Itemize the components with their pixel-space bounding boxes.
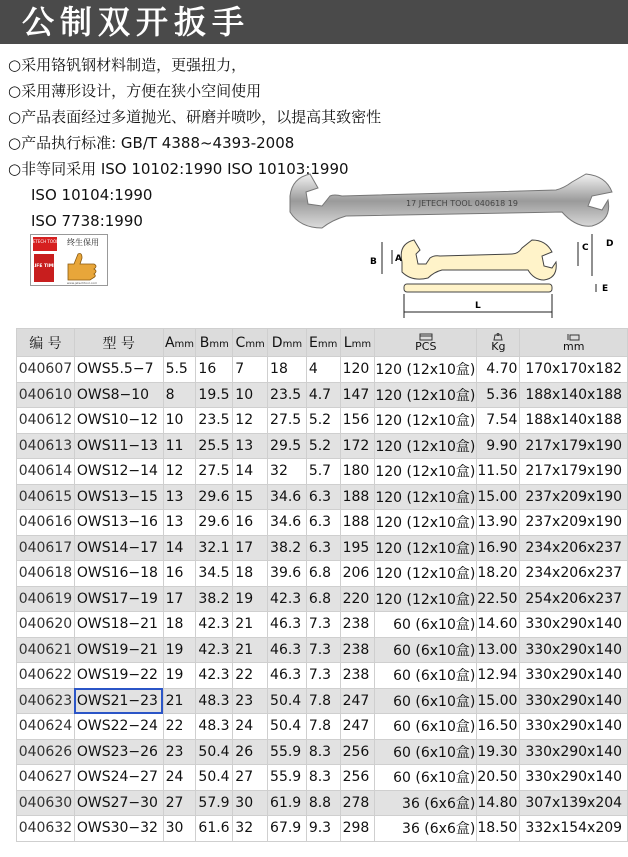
cell-id: 040621 <box>17 637 75 663</box>
cell-size: 332x154x209 <box>520 816 628 842</box>
cell-pcs: 120 (12x10盒) <box>375 510 477 536</box>
dim-label-e: E <box>602 284 609 294</box>
cell-d: 29.5 <box>268 433 307 459</box>
cell-model: OWS13−15 <box>74 484 163 510</box>
cell-d: 55.9 <box>268 739 307 765</box>
cell-b: 50.4 <box>196 765 233 791</box>
cell-b: 38.2 <box>196 586 233 612</box>
cell-model: OWS8−10 <box>74 382 163 408</box>
cell-a: 19 <box>163 637 196 663</box>
header-e: Emm <box>306 329 340 357</box>
cell-a: 21 <box>163 688 196 714</box>
logo-caption: 终生保用 <box>67 238 99 247</box>
cell-d: 34.6 <box>268 484 307 510</box>
dimension-drawing <box>362 228 620 324</box>
cell-size: 330x290x140 <box>520 612 628 638</box>
dim-label-d: D <box>606 239 614 249</box>
header-kg: Kg <box>477 329 520 357</box>
cell-kg: 4.70 <box>477 357 520 383</box>
cell-id: 040624 <box>17 714 75 740</box>
cell-kg: 9.90 <box>477 433 520 459</box>
cell-c: 27 <box>233 765 268 791</box>
wrench-engraving: 17 JETECH TOOL 040618 19 <box>406 199 518 208</box>
cell-size: 217x179x190 <box>520 459 628 485</box>
title-bar <box>0 0 628 44</box>
cell-id: 040618 <box>17 561 75 587</box>
cell-id: 040620 <box>17 612 75 638</box>
cell-b: 42.3 <box>196 663 233 689</box>
cell-id: 040630 <box>17 790 75 816</box>
cell-c: 7 <box>233 357 268 383</box>
cell-a: 30 <box>163 816 196 842</box>
cell-kg: 15.00 <box>477 484 520 510</box>
cell-d: 46.3 <box>268 612 307 638</box>
cell-b: 50.4 <box>196 739 233 765</box>
cell-pcs: 36 (6x6盒) <box>375 790 477 816</box>
cell-e: 8.3 <box>306 739 340 765</box>
cell-l: 180 <box>340 459 375 485</box>
header-model: 型 号 <box>74 329 163 357</box>
cell-a: 14 <box>163 535 196 561</box>
cell-id: 040617 <box>17 535 75 561</box>
cell-c: 24 <box>233 714 268 740</box>
cell-id: 040623 <box>17 688 75 714</box>
cell-e: 6.8 <box>306 586 340 612</box>
lifetime-warranty-logo <box>30 234 108 286</box>
cell-e: 5.2 <box>306 433 340 459</box>
cell-c: 19 <box>233 586 268 612</box>
cell-pcs: 120 (12x10盒) <box>375 408 477 434</box>
cell-kg: 11.50 <box>477 459 520 485</box>
cell-model: OWS5.5−7 <box>74 357 163 383</box>
cell-kg: 5.36 <box>477 382 520 408</box>
cell-e: 6.8 <box>306 561 340 587</box>
cell-id: 040619 <box>17 586 75 612</box>
cell-size: 330x290x140 <box>520 663 628 689</box>
cell-model: OWS30−32 <box>74 816 163 842</box>
cell-model: OWS21−23 <box>74 688 163 714</box>
cell-b: 23.5 <box>196 408 233 434</box>
table-row <box>17 612 628 638</box>
table-row <box>17 790 628 816</box>
cell-a: 22 <box>163 714 196 740</box>
spec-table-body <box>17 357 628 842</box>
cell-pcs: 60 (6x10盒) <box>375 663 477 689</box>
cell-e: 4.7 <box>306 382 340 408</box>
cell-pcs: 120 (12x10盒) <box>375 357 477 383</box>
cell-l: 256 <box>340 765 375 791</box>
cell-e: 8.3 <box>306 765 340 791</box>
table-row <box>17 739 628 765</box>
cell-l: 195 <box>340 535 375 561</box>
cell-d: 27.5 <box>268 408 307 434</box>
cell-d: 32 <box>268 459 307 485</box>
cell-b: 29.6 <box>196 510 233 536</box>
cell-size: 254x206x237 <box>520 586 628 612</box>
cell-pcs: 120 (12x10盒) <box>375 586 477 612</box>
feature-item: ○采用薄形设计，方便在狭小空间使用 <box>8 82 262 100</box>
cell-a: 19 <box>163 663 196 689</box>
table-row <box>17 586 628 612</box>
cell-id: 040614 <box>17 459 75 485</box>
cell-d: 34.6 <box>268 510 307 536</box>
cell-e: 6.3 <box>306 484 340 510</box>
cell-e: 7.8 <box>306 714 340 740</box>
cell-l: 120 <box>340 357 375 383</box>
cell-size: 234x206x237 <box>520 535 628 561</box>
cell-l: 247 <box>340 714 375 740</box>
table-row <box>17 688 628 714</box>
header-d: Dmm <box>268 329 307 357</box>
cell-id: 040616 <box>17 510 75 536</box>
cell-kg: 20.50 <box>477 765 520 791</box>
cell-c: 13 <box>233 433 268 459</box>
cell-model: OWS10−12 <box>74 408 163 434</box>
cell-d: 46.3 <box>268 663 307 689</box>
header-c: Cmm <box>233 329 268 357</box>
cell-c: 15 <box>233 484 268 510</box>
cell-kg: 15.00 <box>477 688 520 714</box>
cell-a: 13 <box>163 484 196 510</box>
cell-size: 234x206x237 <box>520 561 628 587</box>
cell-l: 238 <box>340 637 375 663</box>
cell-a: 13 <box>163 510 196 536</box>
cell-kg: 16.50 <box>477 714 520 740</box>
feature-item: ○产品表面经过多道抛光、研磨并喷吵，以提高其致密性 <box>8 108 382 126</box>
cell-d: 18 <box>268 357 307 383</box>
cell-kg: 22.50 <box>477 586 520 612</box>
cell-d: 55.9 <box>268 765 307 791</box>
cell-b: 19.5 <box>196 382 233 408</box>
cell-a: 18 <box>163 612 196 638</box>
cell-pcs: 120 (12x10盒) <box>375 484 477 510</box>
cell-size: 330x290x140 <box>520 714 628 740</box>
header-pcs: PCS <box>375 329 477 357</box>
cell-b: 32.1 <box>196 535 233 561</box>
cell-d: 39.6 <box>268 561 307 587</box>
cell-size: 217x179x190 <box>520 433 628 459</box>
table-row <box>17 510 628 536</box>
cell-a: 16 <box>163 561 196 587</box>
cell-a: 23 <box>163 739 196 765</box>
cell-e: 9.3 <box>306 816 340 842</box>
cell-size: 170x170x182 <box>520 357 628 383</box>
cell-id: 040627 <box>17 765 75 791</box>
cell-size: 188x140x188 <box>520 408 628 434</box>
logo-badge: LIFE TIME <box>31 264 57 269</box>
cell-b: 25.5 <box>196 433 233 459</box>
cell-l: 278 <box>340 790 375 816</box>
cell-model: OWS19−21 <box>74 637 163 663</box>
cell-pcs: 120 (12x10盒) <box>375 535 477 561</box>
table-row <box>17 357 628 383</box>
cell-kg: 16.90 <box>477 535 520 561</box>
cell-c: 26 <box>233 739 268 765</box>
cell-c: 10 <box>233 382 268 408</box>
feature-item: ○产品执行标准: GB/T 4388~4393-2008 <box>8 134 295 152</box>
cell-e: 6.3 <box>306 510 340 536</box>
cell-pcs: 36 (6x6盒) <box>375 816 477 842</box>
cell-d: 42.3 <box>268 586 307 612</box>
cell-id: 040612 <box>17 408 75 434</box>
cell-c: 32 <box>233 816 268 842</box>
cell-id: 040610 <box>17 382 75 408</box>
cell-kg: 13.00 <box>477 637 520 663</box>
dim-label-l: L <box>475 301 481 311</box>
cell-b: 27.5 <box>196 459 233 485</box>
cell-e: 6.3 <box>306 535 340 561</box>
cell-l: 238 <box>340 612 375 638</box>
cell-size: 307x139x204 <box>520 790 628 816</box>
cell-c: 12 <box>233 408 268 434</box>
cell-a: 5.5 <box>163 357 196 383</box>
table-row <box>17 561 628 587</box>
cell-model: OWS13−16 <box>74 510 163 536</box>
cell-model: OWS12−14 <box>74 459 163 485</box>
cell-l: 188 <box>340 510 375 536</box>
cell-a: 12 <box>163 459 196 485</box>
header-b: Bmm <box>196 329 233 357</box>
cell-pcs: 120 (12x10盒) <box>375 433 477 459</box>
cell-model: OWS16−18 <box>74 561 163 587</box>
cell-a: 11 <box>163 433 196 459</box>
spec-table <box>16 328 628 842</box>
cell-e: 7.3 <box>306 637 340 663</box>
cell-a: 8 <box>163 382 196 408</box>
cell-model: OWS11−13 <box>74 433 163 459</box>
cell-pcs: 120 (12x10盒) <box>375 561 477 587</box>
cell-size: 237x209x190 <box>520 484 628 510</box>
cell-model: OWS22−24 <box>74 714 163 740</box>
cell-d: 23.5 <box>268 382 307 408</box>
cell-b: 16 <box>196 357 233 383</box>
cell-kg: 7.54 <box>477 408 520 434</box>
table-row <box>17 765 628 791</box>
table-row <box>17 714 628 740</box>
cell-kg: 18.20 <box>477 561 520 587</box>
cell-pcs: 120 (12x10盒) <box>375 382 477 408</box>
cell-e: 5.2 <box>306 408 340 434</box>
cell-size: 188x140x188 <box>520 382 628 408</box>
cell-a: 17 <box>163 586 196 612</box>
cell-b: 29.6 <box>196 484 233 510</box>
cell-model: OWS18−21 <box>74 612 163 638</box>
cell-d: 50.4 <box>268 714 307 740</box>
cell-l: 298 <box>340 816 375 842</box>
cell-c: 18 <box>233 561 268 587</box>
table-row <box>17 459 628 485</box>
cell-c: 21 <box>233 612 268 638</box>
header-id: 编 号 <box>17 329 75 357</box>
table-row <box>17 637 628 663</box>
table-row <box>17 663 628 689</box>
cell-model: OWS19−22 <box>74 663 163 689</box>
header-size: mm <box>520 329 628 357</box>
cell-b: 48.3 <box>196 688 233 714</box>
cell-b: 42.3 <box>196 637 233 663</box>
cell-d: 50.4 <box>268 688 307 714</box>
cell-size: 330x290x140 <box>520 739 628 765</box>
cell-model: OWS27−30 <box>74 790 163 816</box>
table-row <box>17 535 628 561</box>
cell-pcs: 60 (6x10盒) <box>375 637 477 663</box>
cell-l: 220 <box>340 586 375 612</box>
cell-e: 5.7 <box>306 459 340 485</box>
logo-site: www.jetechtool.com <box>66 281 98 285</box>
cell-size: 330x290x140 <box>520 765 628 791</box>
cell-id: 040615 <box>17 484 75 510</box>
cell-l: 256 <box>340 739 375 765</box>
cell-pcs: 60 (6x10盒) <box>375 714 477 740</box>
header-l: Lmm <box>340 329 375 357</box>
cell-id: 040613 <box>17 433 75 459</box>
dim-label-c: C <box>582 243 589 253</box>
cell-pcs: 60 (6x10盒) <box>375 765 477 791</box>
cell-l: 238 <box>340 663 375 689</box>
cell-id: 040607 <box>17 357 75 383</box>
cell-d: 46.3 <box>268 637 307 663</box>
cell-size: 330x290x140 <box>520 688 628 714</box>
cell-kg: 13.90 <box>477 510 520 536</box>
cell-c: 16 <box>233 510 268 536</box>
cell-l: 147 <box>340 382 375 408</box>
cell-c: 17 <box>233 535 268 561</box>
cell-b: 48.3 <box>196 714 233 740</box>
cell-d: 61.9 <box>268 790 307 816</box>
cell-kg: 19.30 <box>477 739 520 765</box>
cell-a: 10 <box>163 408 196 434</box>
cell-e: 4 <box>306 357 340 383</box>
cell-d: 38.2 <box>268 535 307 561</box>
cell-c: 21 <box>233 637 268 663</box>
cell-e: 7.3 <box>306 663 340 689</box>
cell-kg: 14.80 <box>477 790 520 816</box>
cell-id: 040632 <box>17 816 75 842</box>
cell-kg: 18.50 <box>477 816 520 842</box>
cell-e: 8.8 <box>306 790 340 816</box>
cell-model: OWS23−26 <box>74 739 163 765</box>
table-row <box>17 484 628 510</box>
cell-c: 14 <box>233 459 268 485</box>
cell-l: 188 <box>340 484 375 510</box>
cell-l: 156 <box>340 408 375 434</box>
feature-item: ○采用铬钒钢材料制造，更强扭力， <box>8 56 247 74</box>
cell-model: OWS17−19 <box>74 586 163 612</box>
cell-size: 330x290x140 <box>520 637 628 663</box>
cell-id: 040622 <box>17 663 75 689</box>
cell-pcs: 120 (12x10盒) <box>375 459 477 485</box>
cell-b: 34.5 <box>196 561 233 587</box>
table-row <box>17 816 628 842</box>
cell-e: 7.3 <box>306 612 340 638</box>
cell-id: 040626 <box>17 739 75 765</box>
cell-b: 42.3 <box>196 612 233 638</box>
page-title: 公制双开扳手 <box>22 3 251 41</box>
cell-c: 30 <box>233 790 268 816</box>
dim-label-b: B <box>370 257 377 267</box>
cell-b: 57.9 <box>196 790 233 816</box>
cell-pcs: 60 (6x10盒) <box>375 688 477 714</box>
cell-kg: 14.60 <box>477 612 520 638</box>
cell-model: OWS14−17 <box>74 535 163 561</box>
feature-item: ○非等同采用 ISO 10102:1990 ISO 10103:1990 <box>8 160 349 178</box>
cell-l: 172 <box>340 433 375 459</box>
cell-pcs: 60 (6x10盒) <box>375 612 477 638</box>
cell-size: 237x209x190 <box>520 510 628 536</box>
table-row <box>17 408 628 434</box>
cell-pcs: 60 (6x10盒) <box>375 739 477 765</box>
cell-model: OWS24−27 <box>74 765 163 791</box>
cell-l: 206 <box>340 561 375 587</box>
table-header-row <box>17 329 628 357</box>
logo-brand: JETECH TOOL <box>31 239 59 244</box>
cell-kg: 12.94 <box>477 663 520 689</box>
feature-item: ISO 10104:1990 <box>31 186 153 204</box>
cell-b: 61.6 <box>196 816 233 842</box>
feature-item: ISO 7738:1990 <box>31 212 143 230</box>
cell-d: 67.9 <box>268 816 307 842</box>
cell-c: 22 <box>233 663 268 689</box>
cell-c: 23 <box>233 688 268 714</box>
cell-e: 7.8 <box>306 688 340 714</box>
cell-a: 27 <box>163 790 196 816</box>
table-row <box>17 433 628 459</box>
cell-a: 24 <box>163 765 196 791</box>
dim-label-a: A <box>395 254 402 264</box>
wrench-photo <box>286 170 616 232</box>
header-a: Amm <box>163 329 196 357</box>
table-row <box>17 382 628 408</box>
cell-l: 247 <box>340 688 375 714</box>
